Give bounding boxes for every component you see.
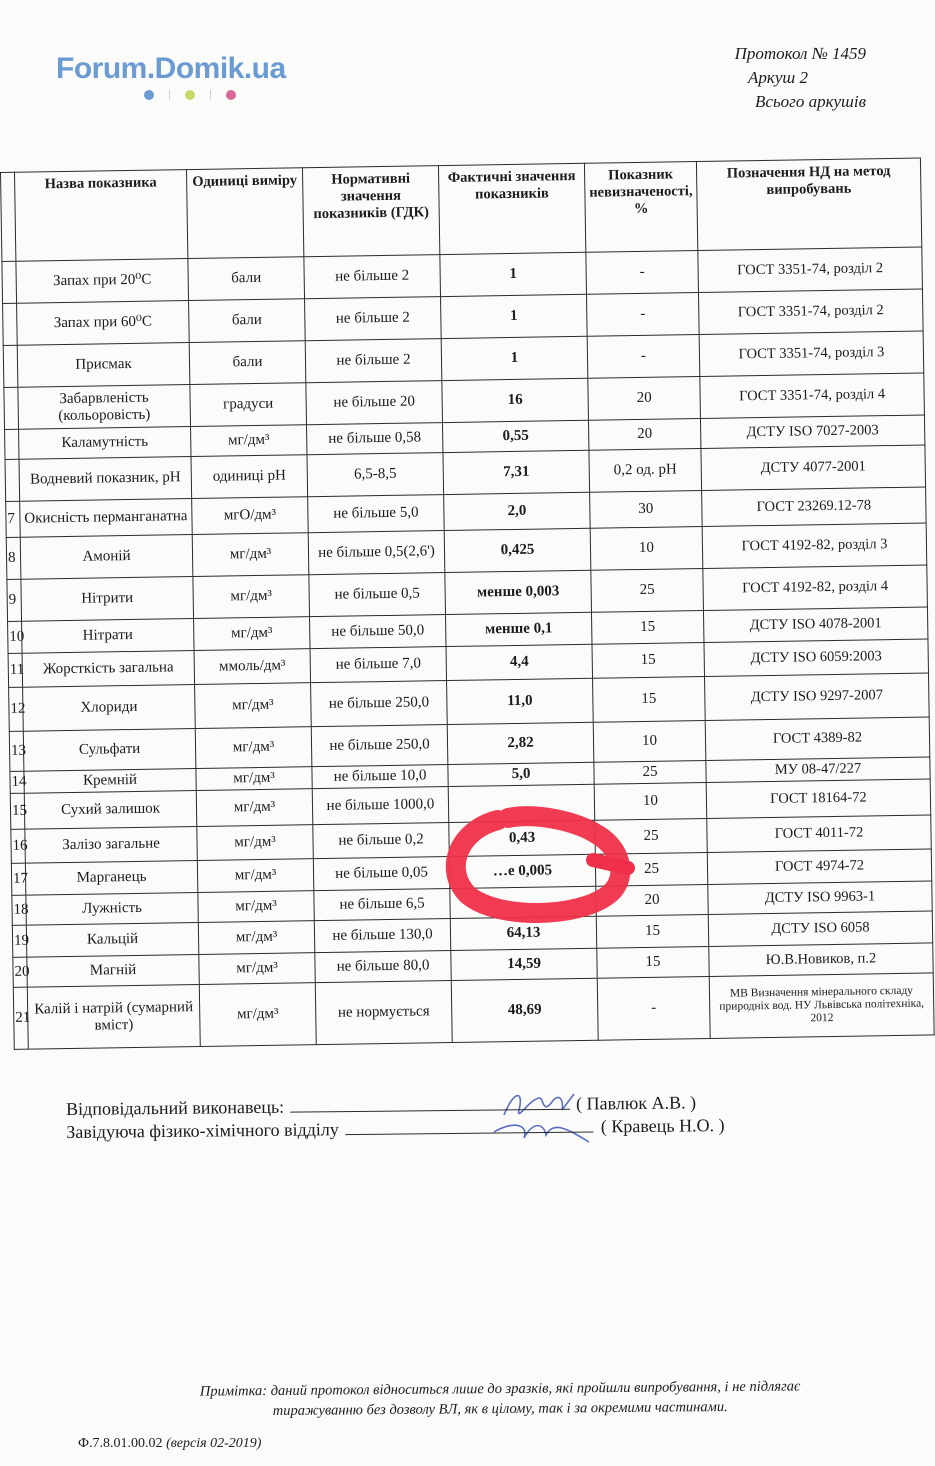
cell-num <box>5 459 20 501</box>
cell-uncertainty: 15 <box>593 676 706 722</box>
cell-num: 14 <box>10 771 24 793</box>
header-method: Позначення НД на метод випробувань <box>696 158 921 251</box>
cell-unit: одиниці pH <box>191 455 308 499</box>
cell-norm: не більше 50,0 <box>310 615 446 649</box>
cell-uncertainty: - <box>586 293 699 337</box>
cell-norm: не більше 10,0 <box>312 765 448 789</box>
cell-num: 18 <box>12 895 26 925</box>
signatures-block <box>66 1091 725 1144</box>
cell-actual: 16 <box>442 378 589 422</box>
head-name: ( Кравець Н.О. ) <box>600 1115 725 1137</box>
cell-norm: не більше 20 <box>306 381 443 425</box>
cell-num: 9 <box>7 579 22 621</box>
cell-method: ДСТУ ISO 6058 <box>708 911 932 947</box>
head-label: Завідуюча фізико-хімічного відділу <box>66 1119 339 1142</box>
cell-num: 11 <box>8 653 23 687</box>
cell-norm: не більше 0,5(2,6') <box>308 531 445 575</box>
cell-name: Запах при 60⁰С <box>17 301 190 346</box>
cell-name: Кремній <box>24 768 196 793</box>
cell-uncertainty: 10 <box>594 782 707 820</box>
header-actual: Фактичні значення показників <box>438 163 585 254</box>
cell-uncertainty: - <box>586 251 699 295</box>
cell-uncertainty: 20 <box>596 884 708 916</box>
cell-name: Окисність перманганатна <box>20 499 193 538</box>
red-circle-annotation <box>438 800 638 925</box>
header-name: Назва показника <box>15 170 188 262</box>
cell-name: Нітрити <box>21 577 194 622</box>
cell-name: Калій і натрій (сумарний вміст) <box>27 984 200 1049</box>
cell-actual: 14,59 <box>451 948 597 980</box>
table-row <box>13 973 934 1049</box>
cell-unit: мг/дм³ <box>199 953 315 985</box>
cell-uncertainty: 15 <box>596 914 708 948</box>
header-units: Одиниці виміру <box>186 168 303 259</box>
cell-norm: 6,5-8,5 <box>307 453 444 497</box>
cell-actual: 5,0 <box>448 762 594 786</box>
cell-unit: мг/дм³ <box>195 727 312 769</box>
sheet-number: Аркуш 2 <box>748 68 808 87</box>
logo-dot-pink <box>226 90 236 100</box>
cell-norm: не більше 5,0 <box>308 495 445 533</box>
cell-uncertainty: 0,2 од. pH <box>589 449 702 493</box>
cell-name: Запах при 20⁰С <box>16 259 189 304</box>
cell-actual: 1 <box>440 252 587 296</box>
cell-unit: мг/дм³ <box>194 617 310 651</box>
cell-norm: не більше 0,5 <box>309 573 446 617</box>
cell-unit: мгО/дм³ <box>192 497 309 535</box>
cell-num: 20 <box>13 957 27 987</box>
cell-norm: не більше 250,0 <box>311 681 448 727</box>
cell-method: ДСТУ ISO 7027-2003 <box>700 415 924 449</box>
cell-unit: мг/дм³ <box>192 533 309 577</box>
cell-name: Кальцій <box>26 922 198 957</box>
cell-method: ДСТУ ISO 9297-2007 <box>705 673 930 721</box>
cell-uncertainty: - <box>587 335 700 379</box>
cell-uncertainty: 25 <box>591 569 704 613</box>
cell-actual: …е 0,005 <box>449 854 595 888</box>
cell-actual: менше 0,003 <box>445 570 592 614</box>
total-sheets: Всього аркушів <box>755 92 866 111</box>
cell-unit: мг/дм³ <box>199 983 316 1047</box>
cell-norm: не більше 0,05 <box>313 857 449 891</box>
cell-name: Присмак <box>17 343 190 388</box>
cell-method: ГОСТ 4192-82, розділ 4 <box>703 565 928 611</box>
cell-norm: не більше 0,2 <box>313 823 450 859</box>
cell-method: ГОСТ 4011-72 <box>707 815 932 853</box>
cell-num: 15 <box>10 793 25 829</box>
cell-uncertainty: 20 <box>588 419 700 451</box>
logo-dot-blue <box>144 90 154 100</box>
logo-dot-green <box>185 90 195 100</box>
cell-name: Забарвленість (кольоровість) <box>18 385 191 430</box>
cell-num <box>4 387 19 429</box>
cell-method: ДСТУ ISO 9963-1 <box>708 881 932 915</box>
cell-method: ГОСТ 3351-74, розділ 4 <box>700 373 925 419</box>
cell-unit: мг/дм³ <box>195 683 312 729</box>
form-version: (версія 02-2019) <box>166 1436 262 1451</box>
header-num <box>1 172 16 261</box>
cell-actual: 0,55 <box>442 420 588 452</box>
protocol-header <box>735 42 866 114</box>
cell-actual: 2,0 <box>444 492 591 530</box>
cell-norm: не більше 2 <box>305 297 442 341</box>
cell-name: Магній <box>27 954 199 987</box>
executor-name: ( Павлюк А.В. ) <box>575 1092 697 1114</box>
cell-num <box>2 261 17 303</box>
cell-method: ГОСТ 18164-72 <box>706 779 931 819</box>
cell-unit: градуси <box>190 383 307 427</box>
cell-norm: не більше 250,0 <box>311 725 448 767</box>
cell-name: Марганець <box>25 860 197 895</box>
cell-unit: мг/дм³ <box>198 921 314 955</box>
cell-actual: 4,4 <box>446 644 593 680</box>
cell-unit: бали <box>188 257 305 301</box>
cell-name: Жорсткість загальна <box>22 651 195 688</box>
cell-norm: не більше 6,5 <box>314 889 450 921</box>
cell-method: ДСТУ ISO 6059:2003 <box>704 639 929 677</box>
cell-actual: 11,0 <box>447 678 594 724</box>
cell-method: ГОСТ 4192-82, розділ 3 <box>702 523 927 569</box>
cell-uncertainty: 10 <box>593 720 706 762</box>
cell-name: Сухий залишок <box>24 790 197 829</box>
cell-unit: мг/дм³ <box>196 767 312 791</box>
cell-uncertainty: 15 <box>597 946 709 978</box>
cell-uncertainty: 10 <box>590 527 703 571</box>
cell-unit: ммоль/дм³ <box>194 649 311 685</box>
cell-actual: менше 0,1 <box>446 612 592 646</box>
cell-name: Хлориди <box>23 685 196 732</box>
cell-unit: мг/дм³ <box>193 575 310 619</box>
cell-uncertainty: 25 <box>595 852 707 886</box>
head-signature-line <box>345 1115 593 1135</box>
cell-name: Сульфати <box>23 729 196 772</box>
cell-actual: 0,425 <box>444 528 591 572</box>
cell-name: Лужність <box>26 892 198 925</box>
cell-name: Нітрати <box>22 619 194 654</box>
cell-method: ГОСТ 3351-74, розділ 3 <box>699 331 924 377</box>
cell-actual: 48,69 <box>451 978 598 1042</box>
header-uncertainty: Показник невизначеності, % <box>584 162 697 253</box>
cell-unit: мг/дм³ <box>191 425 307 457</box>
cell-uncertainty: 15 <box>592 643 705 679</box>
executor-label: Відповідальний виконавець: <box>66 1096 285 1119</box>
cell-method: МВ Визначення мінерального складу природніх вод. НУ Львівська політехніка, 2012 <box>709 973 934 1039</box>
cell-num: 19 <box>12 925 27 957</box>
cell-norm: не нормується <box>315 981 452 1045</box>
logo-separator <box>169 90 170 100</box>
cell-num: 13 <box>9 731 24 771</box>
cell-norm: не більше 2 <box>305 339 442 383</box>
cell-actual: 2,82 <box>447 722 594 764</box>
cell-method: ГОСТ 4974-72 <box>707 849 931 885</box>
logo-separator <box>210 90 211 100</box>
note-text: даний протокол відноситься лише до зразків, які пройшли випробування, і не підлягає тиражуванню без дозволу ВЛ, як в цілому, так і за окремими частинами. <box>270 1378 801 1420</box>
cell-uncertainty: - <box>597 976 710 1040</box>
table-header-row <box>1 158 922 261</box>
cell-uncertainty: 30 <box>590 491 703 529</box>
cell-uncertainty: 20 <box>588 377 701 421</box>
note-label: Примітка: <box>199 1383 268 1400</box>
cell-uncertainty: 25 <box>595 818 708 854</box>
executor-signature-line <box>290 1093 570 1113</box>
cell-method: ДСТУ 4077-2001 <box>701 445 926 491</box>
cell-method: ГОСТ 3351-74, розділ 2 <box>698 289 923 335</box>
cell-num <box>3 345 18 387</box>
form-code-number: Ф.7.8.01.00.02 <box>78 1436 163 1451</box>
cell-norm: не більше 7,0 <box>310 647 447 683</box>
cell-num: 10 <box>8 621 23 653</box>
cell-actual: 1 <box>441 336 588 380</box>
form-code <box>78 1436 261 1452</box>
cell-method: ГОСТ 4389-82 <box>705 717 930 761</box>
cell-num: 21 <box>13 987 28 1049</box>
cell-unit: мг/дм³ <box>196 789 313 827</box>
header-norm: Нормативні значення показників (ГДК) <box>302 166 439 257</box>
table-body <box>2 247 934 1049</box>
cell-uncertainty: 15 <box>591 611 703 645</box>
forum-logo <box>56 52 286 100</box>
cell-method: ДСТУ ISO 4078-2001 <box>703 607 927 643</box>
cell-num: 7 <box>6 501 21 537</box>
cell-uncertainty: 25 <box>594 760 706 784</box>
cell-name: Каламутність <box>19 427 191 460</box>
cell-norm: не більше 130,0 <box>314 919 450 953</box>
cell-num: 12 <box>9 687 24 731</box>
logo-dots <box>144 90 286 100</box>
logo-text: Forum.Domik.ua <box>56 52 286 85</box>
cell-norm: не більше 0,58 <box>307 423 443 455</box>
cell-actual: 0,43 <box>449 820 596 856</box>
footer-note <box>160 1376 840 1422</box>
protocol-number: Протокол № 1459 <box>734 44 866 63</box>
cell-num: 16 <box>11 829 26 863</box>
cell-num: 8 <box>6 537 21 579</box>
cell-actual: 7,31 <box>443 450 590 494</box>
cell-norm: не більше 1000,0 <box>312 787 449 825</box>
cell-unit: мг/дм³ <box>198 891 314 923</box>
cell-name: Водневий показник, pH <box>19 457 192 502</box>
cell-unit: мг/дм³ <box>197 859 313 893</box>
cell-norm: не більше 2 <box>304 255 441 299</box>
cell-method: МУ 08-47/227 <box>706 757 930 783</box>
cell-unit: мг/дм³ <box>197 825 314 861</box>
cell-name: Залізо загальне <box>25 826 198 863</box>
cell-method: ГОСТ 3351-74, розділ 2 <box>698 247 923 293</box>
cell-num: 17 <box>11 863 26 895</box>
cell-name: Амоній <box>20 535 193 580</box>
cell-method: Ю.В.Новиков, п.2 <box>709 943 933 977</box>
cell-num <box>3 303 18 345</box>
cell-unit: бали <box>189 341 306 385</box>
cell-method: ГОСТ 23269.12-78 <box>702 487 927 527</box>
cell-norm: не більше 80,0 <box>315 951 451 983</box>
cell-num <box>5 429 19 459</box>
cell-unit: бали <box>189 299 306 343</box>
cell-actual: 1 <box>441 294 588 338</box>
cell-actual: 64,13 <box>450 916 596 950</box>
